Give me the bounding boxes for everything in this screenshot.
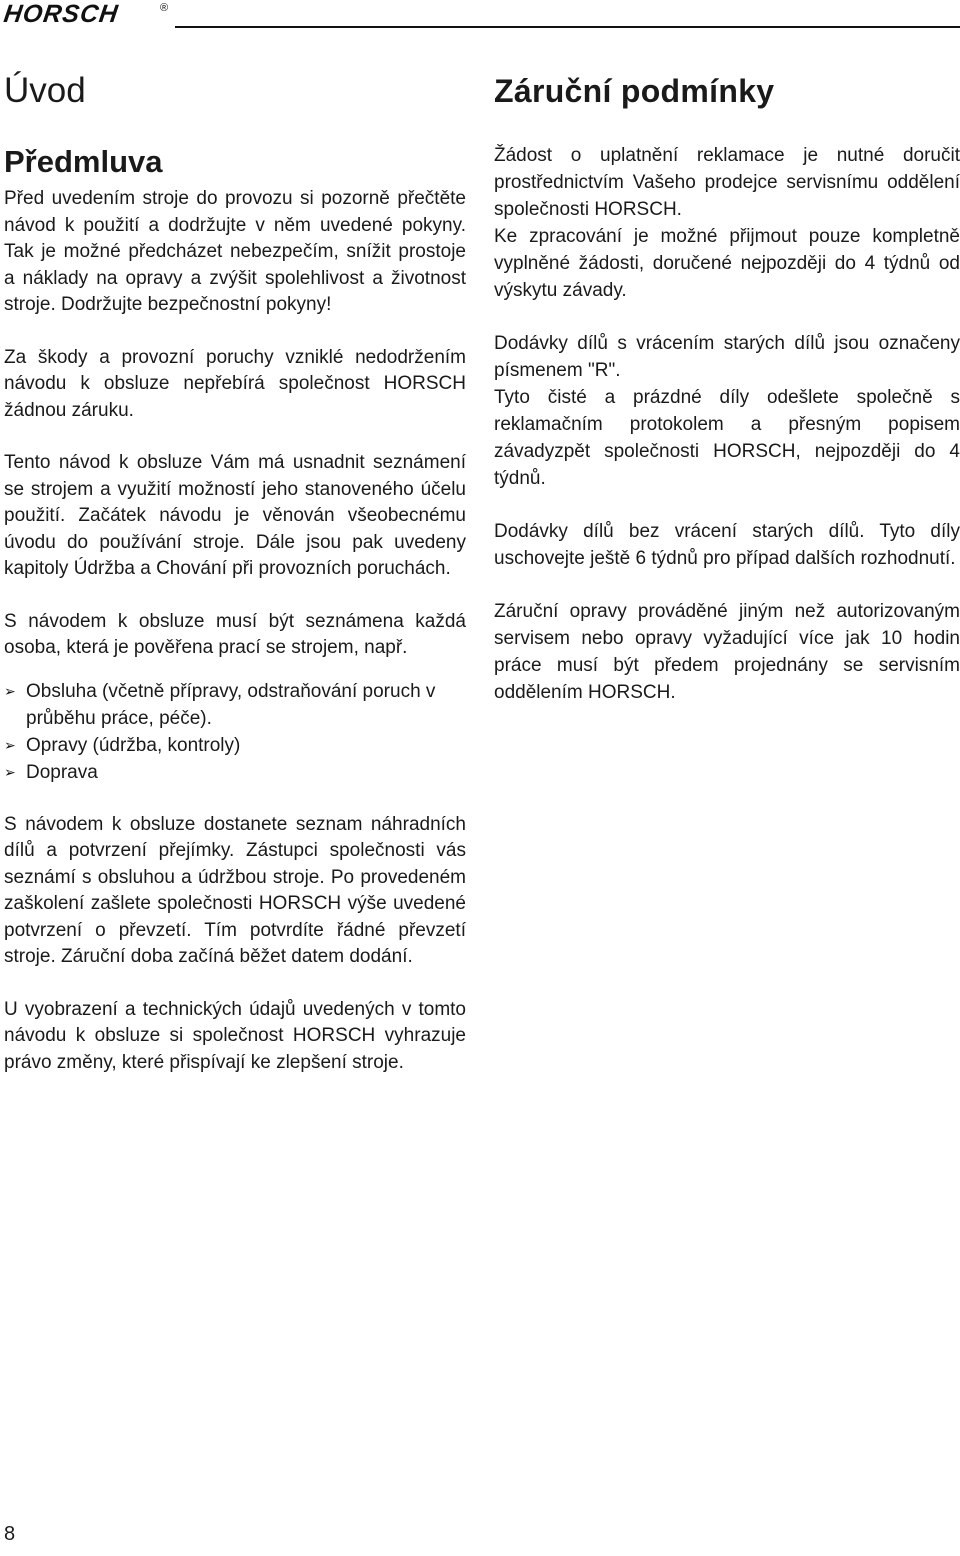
list-item-text: Obsluha (včetně přípravy, odstraňování poruch v průběhu práce, péče). bbox=[26, 680, 436, 729]
paragraph: S návodem k obsluze musí být seznámena každá osoba, která je pověřena prací se strojem, např. bbox=[4, 610, 466, 658]
arrow-bullet-icon: ➢ bbox=[4, 682, 16, 699]
arrow-bullet-icon: ➢ bbox=[4, 736, 16, 753]
left-column bbox=[4, 60, 466, 1102]
page-header bbox=[0, 0, 960, 28]
list-item-text: Doprava bbox=[26, 761, 98, 783]
bullet-list bbox=[4, 678, 466, 786]
page-number: 8 bbox=[4, 1523, 16, 1545]
list-item bbox=[4, 759, 466, 786]
paragraph: Žádost o uplatnění reklamace je nutné doručit prostřednictvím Vašeho prodejce servisnímu oddělení společnosti HORSCH. bbox=[494, 145, 960, 220]
header-rule bbox=[175, 26, 960, 28]
registered-mark: ® bbox=[160, 2, 169, 14]
paragraph: U vyobrazení a technických údajů uvedených v tomto návodu k obsluze si společnost HORSCH vyhrazuje právo změny, které přispívají ke zlepšení stroje. bbox=[4, 998, 466, 1073]
section-title-warranty: Záruční podmínky bbox=[494, 73, 775, 109]
horsch-logo: HORSCH bbox=[2, 0, 121, 28]
paragraph: Tyto čisté a prázdné díly odešlete společně s reklamačním protokolem a přesným popisem závadyzpět společnosti HORSCH, nejpozději do 4 týdnů. bbox=[494, 387, 960, 489]
paragraph: Dodávky dílů bez vrácení starých dílů. Tyto díly uschovejte ještě 6 týdnů pro případ dalších rozhodnutí. bbox=[494, 521, 960, 569]
paragraph: Za škody a provozní poruchy vzniklé nedodržením návodu k obsluze nepřebírá společnost HORSCH žádnou záruku. bbox=[4, 346, 466, 421]
paragraph: S návodem k obsluze dostanete seznam náhradních dílů a potvrzení přejímky. Zástupci společnosti vás seznámí s obsluhou a údržbou stroje. Po provedeném zaškolení zašlete společnosti HORSCH výše uvedené potvrzení o převzetí. Tím potvrdíte řádné převzetí stroje. Záruční doba začíná běžet datem dodání. bbox=[4, 813, 466, 967]
list-item bbox=[4, 678, 466, 732]
paragraph: Tento návod k obsluze Vám má usnadnit seznámení se strojem a využití možností jeho stanoveného účelu použití. Začátek návodu je věnován všeobecnému úvodu do používání stroje. Dále jsou pak uvedeny kapitoly Údržba a Chování při provozních poruchách. bbox=[4, 452, 466, 579]
paragraph: Ke zpracování je možné přijmout pouze kompletně vyplněné žádosti, doručené nejpozději do 4 týdnů od výskytu závady. bbox=[494, 226, 960, 301]
section-title-foreword: Předmluva bbox=[4, 144, 163, 179]
right-column bbox=[494, 60, 960, 732]
page-title: Úvod bbox=[4, 71, 86, 110]
arrow-bullet-icon: ➢ bbox=[4, 763, 16, 780]
paragraph: Záruční opravy prováděné jiným než autorizovaným servisem nebo opravy vyžadující více jak 10 hodin práce musí být předem projednány se servisním oddělením HORSCH. bbox=[494, 601, 960, 703]
paragraph: Dodávky dílů s vrácením starých dílů jsou označeny písmenem "R". bbox=[494, 333, 960, 381]
list-item bbox=[4, 732, 466, 759]
list-item-text: Opravy (údržba, kontroly) bbox=[26, 734, 241, 756]
paragraph: Před uvedením stroje do provozu si pozorně přečtěte návod k použití a dodržujte v něm uvedené pokyny. Tak je možné předcházet nebezpečím, snížit prostoje a náklady na opravy a zvýšit spolehlivost a životnost stroje. Dodržujte bezpečnostní pokyny! bbox=[4, 188, 466, 315]
